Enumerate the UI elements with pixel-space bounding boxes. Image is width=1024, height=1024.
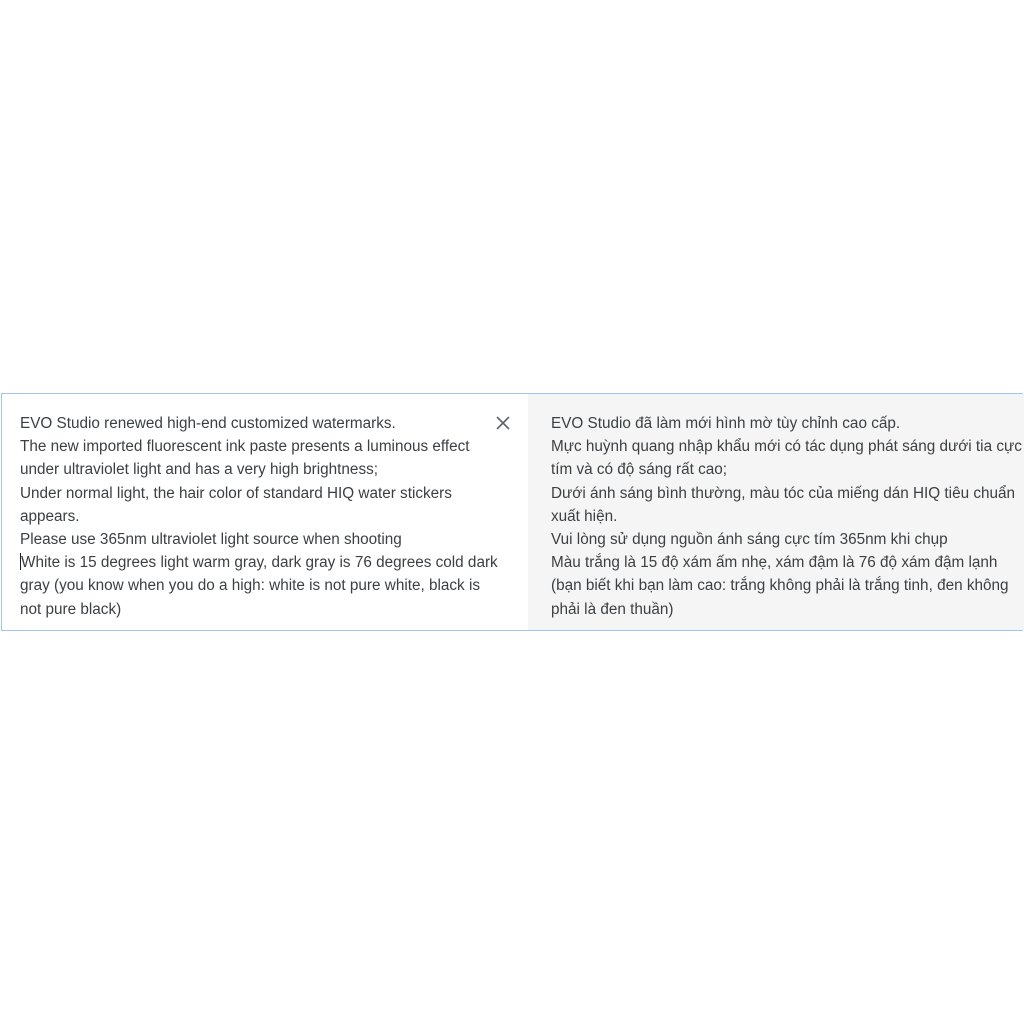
source-line-1: EVO Studio renewed high-end customized watermarks. (20, 415, 396, 432)
translation-output-area (528, 394, 1024, 630)
target-line-3: tím và có độ sáng rất cao; (551, 461, 728, 479)
target-line-6: Vui lòng sử dụng nguồn ánh sáng cực tím 365nm khi chụp (551, 531, 948, 549)
source-line-6: Please use 365nm ultraviolet light source when shooting (20, 531, 402, 549)
source-line-2: The new imported fluorescent ink paste presents a luminous effect (20, 438, 470, 456)
target-line-7: Màu trắng là 15 độ xám ấm nhẹ, xám đậm là 76 độ xám đậm lạnh (551, 554, 998, 572)
source-text-area[interactable] (2, 394, 528, 630)
source-line-5: appears. (20, 507, 80, 525)
target-line-5: xuất hiện. (551, 507, 618, 525)
source-line-4: Under normal light, the hair color of standard HIQ water stickers (20, 484, 452, 502)
target-line-8: (bạn biết khi bạn làm cao: trắng không phải là trắng tinh, đen không (551, 577, 1009, 595)
source-line-8: gray (you know when you do a high: white is not pure white, black is (20, 577, 481, 595)
close-icon (496, 416, 510, 430)
target-line-4: Dưới ánh sáng bình thường, màu tóc của miếng dán HIQ tiêu chuẩn (551, 484, 1016, 502)
source-line-3: under ultraviolet light and has a very high brightness; (20, 461, 378, 479)
target-line-2: Mực huỳnh quang nhập khẩu mới có tác dụng phát sáng dưới tia cực (551, 438, 1022, 456)
source-line-7-wrap (20, 551, 498, 574)
source-line-9: not pure black) (20, 600, 122, 618)
source-line-7: White is 15 degrees light warm gray, dark gray is 76 degrees cold dark (21, 554, 498, 572)
target-line-9: phải là đen thuần) (551, 600, 674, 618)
translation-panel (1, 393, 1023, 631)
clear-source-button[interactable] (492, 412, 514, 434)
target-line-1: EVO Studio đã làm mới hình mờ tùy chỉnh cao cấp. (551, 415, 901, 432)
